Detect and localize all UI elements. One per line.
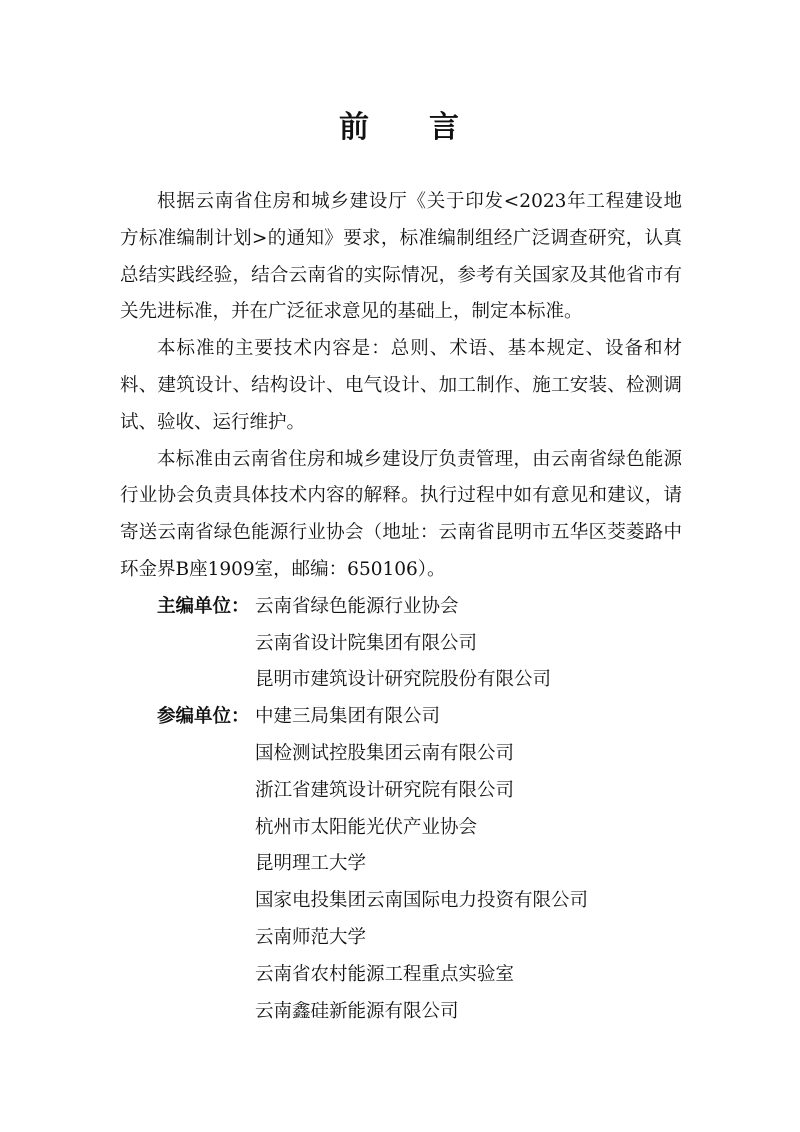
participating-editor-unit: 杭州市太阳能光伏产业协会 [255,816,478,838]
participating-editor-unit: 昆明理工大学 [255,853,367,875]
participating-editor-list [255,699,682,1030]
chief-editor-list [255,589,682,699]
chief-editor-unit: 昆明市建筑设计研究院股份有限公司 [255,669,552,691]
chief-editor-unit: 云南省设计院集团有限公司 [255,632,478,654]
chief-editor-unit: 云南省绿色能源行业协会 [255,595,459,617]
chief-editor-label: 主编单位： [157,595,250,617]
participating-editor-unit: 云南省农村能源工程重点实验室 [255,963,515,985]
participating-editor-unit: 国家电投集团云南国际电力投资有限公司 [255,890,589,912]
document-body [120,184,682,1030]
page-title [0,104,800,152]
paragraph-technical-content: 本标准的主要技术内容是：总则、术语、基本规定、设备和材料、建筑设计、结构设计、电气设计、加工制作、施工安装、检测调试、验收、运行维护。 [120,338,682,433]
participating-editor-label: 参编单位： [157,706,250,728]
paragraph-management: 本标准由云南省住房和城乡建设厅负责管理，由云南省绿色能源行业协会负责具体技术内容的解释。执行过程中如有意见和建议，请寄送云南省绿色能源行业协会（地址：云南省昆明市五华区茭菱路中环金界B座1909室，邮编：650106）。 [120,448,682,580]
page-title-part-1: 前 [339,110,371,145]
participating-editor-unit: 中建三局集团有限公司 [255,706,441,728]
chief-editor-section [120,589,682,699]
paragraph-background: 根据云南省住房和城乡建设厅《关于印发<2023年工程建设地方标准编制计划>的通知》要求，标准编制组经广泛调查研究，认真总结实践经验，结合云南省的实际情况，参考有关国家及其他省市有关先进标准，并在广泛征求意见的基础上，制定本标准。 [120,191,682,323]
participating-editor-section [120,699,682,1030]
participating-editor-unit: 国检测试控股集团云南有限公司 [255,742,515,764]
participating-editor-unit: 云南鑫硅新能源有限公司 [255,1000,459,1022]
page-title-part-2: 言 [429,110,461,145]
participating-editor-unit: 浙江省建筑设计研究院有限公司 [255,779,515,801]
participating-editor-row [120,699,682,1030]
participating-editor-unit: 云南师范大学 [255,926,367,948]
chief-editor-row [120,589,682,699]
